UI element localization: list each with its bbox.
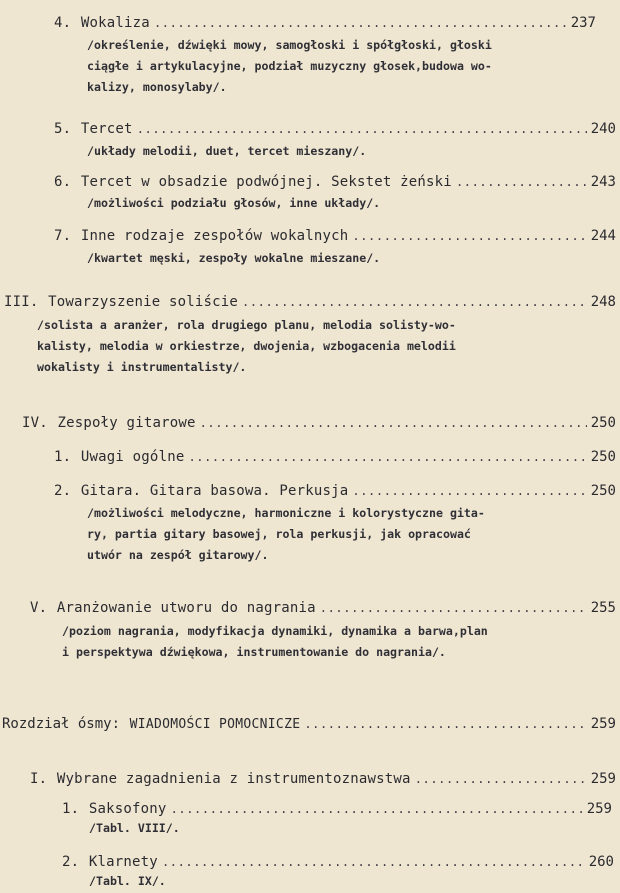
entry-description: /układy melodii, duet, tercet mieszany/.	[87, 144, 367, 158]
entry-title: Inne rodzaje zespołów wokalnych	[80, 228, 349, 244]
entry-title: Wokaliza	[80, 15, 150, 31]
entry-title: Wybrane zagadnienia z instrumentoznawstwa	[56, 771, 411, 787]
leader-dots	[154, 16, 567, 30]
entry-page: 255	[590, 600, 616, 616]
entry-number: 6.	[54, 174, 72, 190]
entry-page: 259	[590, 771, 616, 787]
chapter-title: WIADOMOŚCI POMOCNICZE	[129, 717, 301, 732]
leader-dots	[320, 601, 587, 615]
toc-entry-tercet-podwojny	[54, 171, 616, 190]
entry-page: 243	[590, 174, 616, 190]
entry-title: Saksofony	[88, 801, 167, 817]
toc-entry-zespoly-gitarowe	[22, 412, 616, 431]
leader-dots	[304, 717, 586, 731]
entry-description: /określenie, dźwięki mowy, samogłoski i spółgłoski, głoski ciągłe i artykulacyjne, podział muzyczny głosek,budowa wo- kalizy, monosylaby/.	[87, 38, 492, 94]
leader-dots	[415, 772, 587, 786]
entry-page: 250	[590, 483, 616, 499]
toc-entry-uwagi-ogolne	[54, 446, 616, 465]
entry-page: 260	[588, 854, 614, 870]
entry-title: Uwagi ogólne	[80, 449, 185, 465]
toc-entry-saksofony	[62, 798, 612, 817]
entry-title: Tercet w obsadzie podwójnej. Sekstet żeński	[80, 174, 452, 190]
entry-number: IV.	[22, 415, 48, 431]
entry-description: /solista a aranżer, rola drugiego planu, melodia solisty-wo- kalisty, melodia w orkiestrze, dwojenia, wzbogacenia melodii wokalisty i instrumentalisty/.	[37, 318, 456, 374]
entry-number: III.	[4, 294, 39, 310]
toc-entry-aranzowanie	[30, 597, 616, 616]
toc-entry-towarzyszenie	[4, 291, 616, 310]
entry-title: Aranżowanie utworu do nagrania	[56, 600, 316, 616]
entry-number: 5.	[54, 121, 72, 137]
leader-dots	[188, 450, 586, 464]
entry-page: 248	[590, 294, 616, 310]
toc-chapter-heading	[2, 713, 616, 732]
leader-dots	[242, 295, 587, 309]
toc-entry-tercet	[54, 118, 616, 137]
entry-page: 259	[586, 801, 612, 817]
leader-dots	[200, 416, 587, 430]
entry-title: Zespoły gitarowe	[57, 415, 196, 431]
entry-number: V.	[30, 600, 48, 616]
entry-number: 2.	[54, 483, 72, 499]
entry-page: 237	[570, 15, 596, 31]
entry-number: 1.	[54, 449, 72, 465]
toc-entry-wokaliza	[54, 12, 596, 31]
entry-number: 2.	[62, 854, 80, 870]
leader-dots	[456, 175, 587, 189]
chapter-label: Rozdział ósmy:	[2, 716, 121, 732]
entry-number: I.	[30, 771, 48, 787]
leader-dots	[171, 802, 583, 816]
toc-entry-inne-zespoly	[54, 225, 616, 244]
entry-description: /kwartet męski, zespoły wokalne mieszane/.	[87, 251, 381, 265]
toc-entry-klarnety	[62, 851, 614, 870]
entry-number: 7.	[54, 228, 72, 244]
entry-title: Towarzyszenie soliście	[48, 294, 238, 310]
leader-dots	[162, 855, 585, 869]
entry-title: Gitara. Gitara basowa. Perkusja	[80, 483, 349, 499]
entry-number: 4.	[54, 15, 72, 31]
entry-description: /Tabl. IX/.	[89, 874, 166, 888]
entry-number: 1.	[62, 801, 80, 817]
entry-page: 250	[590, 449, 616, 465]
leader-dots	[352, 229, 586, 243]
entry-description: /poziom nagrania, modyfikacja dynamiki, dynamika a barwa,plan i perspektywa dźwiękowa, instrumentowanie do nagrania/.	[62, 624, 488, 659]
toc-entry-instrumentoznawstwo	[30, 768, 616, 787]
entry-page: 244	[590, 228, 616, 244]
entry-page: 240	[590, 121, 616, 137]
entry-description: /Tabl. VIII/.	[89, 821, 180, 835]
entry-page: 259	[590, 716, 616, 732]
toc-entry-gitara	[54, 480, 616, 499]
entry-description: /możliwości podziału głosów, inne układy/.	[87, 196, 381, 210]
entry-title: Klarnety	[88, 854, 158, 870]
entry-page: 250	[590, 415, 616, 431]
entry-description: /możliwości melodyczne, harmoniczne i kolorystyczne gita- ry, partia gitary basowej, rola perkusji, jak opracować utwór na zespół gitarowy/.	[87, 506, 485, 562]
entry-title: Tercet	[80, 121, 133, 137]
leader-dots	[352, 484, 586, 498]
leader-dots	[137, 122, 587, 136]
